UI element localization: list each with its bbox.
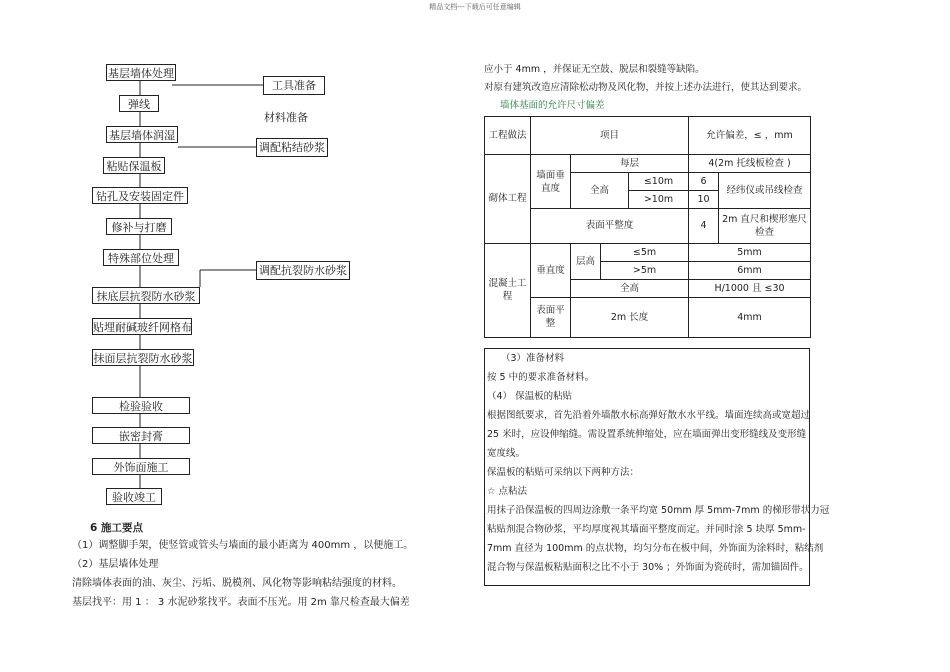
cell-per-floor: 每层 <box>571 155 689 173</box>
flow-step-13: 外饰面施工 <box>92 458 190 475</box>
cell-gt10: >10m <box>629 191 689 209</box>
flow-step-4: 粘贴保温板 <box>103 157 165 174</box>
left-line-1: （1）调整脚手架，使竖管或管头与墙面的最小距离为 400mm ，以便施工。 <box>72 540 414 551</box>
cell-len2m: 2m 长度 <box>571 297 689 337</box>
flow-step-5: 钻孔及安装固定件 <box>92 187 188 204</box>
cell-method2: 2m 直尺和楔形塞尺检查 <box>719 209 811 243</box>
box-line-12: 混合物与保温板粘贴面积之比不小于 30% ；外饰面为瓷砖时，需加锚固件。 <box>487 562 809 573</box>
th-project: 项目 <box>531 117 689 155</box>
box-line-3: （4） 保温板的粘贴 <box>487 391 573 402</box>
cell-le5: ≤5m <box>601 243 689 261</box>
left-line-4: 基层找平：用 1 ： 3 水泥砂浆找平。表面不压光。用 2m 靠尺检查最大偏差 <box>72 597 410 608</box>
flow-step-12: 嵌密封膏 <box>92 427 190 444</box>
cell-concrete: 混凝土工程 <box>485 243 531 337</box>
flow-step-3: 基层墙体润湿 <box>106 126 178 143</box>
flow-step-2: 弹线 <box>119 95 159 112</box>
box-line-10: 粘贴剂混合物砂浆，平均厚度视其墙面平整度而定。并同时涂 5 块厚 5mm- <box>487 524 806 535</box>
flow-step-10: 抹面层抗裂防水砂浆 <box>92 349 194 366</box>
table-title: 墙体基面的允许尺寸偏差 <box>500 100 605 111</box>
th-tolerance: 允许偏差，≤ ，mm <box>689 117 811 155</box>
box-line-6: 宽度线。 <box>487 448 526 459</box>
flow-step-11: 检验验收 <box>92 397 190 414</box>
flow-step-7: 特殊部位处理 <box>103 249 179 266</box>
flow-materials-prep: 材料准备 <box>264 111 308 124</box>
box-line-1: （3）准备材料 <box>501 353 565 364</box>
th-item: 工程做法 <box>485 117 531 155</box>
box-line-7: 保温板的粘贴可采纳以下两种方法： <box>487 467 640 478</box>
page-header: 精品文档---下载后可任意编辑 <box>429 3 521 11</box>
cell-gt10-val: 10 <box>689 191 719 209</box>
flow-step-14: 验收竣工 <box>106 488 162 505</box>
cell-masonry: 砌体工程 <box>485 155 531 243</box>
cell-per-floor-val: 4(2m 托线板检查 ) <box>689 155 811 173</box>
box-line-9: 用抹子沿保温板的四周边涂敷一条平均宽 50mm 厚 5mm-7mm 的梯形带状力冠 <box>487 505 830 516</box>
box-line-11: 7mm 直径为 100mm 的点状物，均匀分布在板中间，外饰面为涂料时，粘结剂 <box>487 543 824 554</box>
flow-step-8: 抹底层抗裂防水砂浆 <box>92 287 200 304</box>
cell-floor-height: 层高 <box>571 243 601 279</box>
cell-method1: 经纬仪或吊线检查 <box>719 173 811 209</box>
box-line-2: 按 5 中的要求准备材料。 <box>487 372 595 383</box>
cell-full-val: H/1000 且 ≤30 <box>689 279 811 297</box>
box-line-8: ☆ 点粘法 <box>487 486 528 497</box>
cell-gt5: >5m <box>601 261 689 279</box>
cell-full: 全高 <box>571 279 689 297</box>
left-line-2: （2）基层墙体处理 <box>72 559 159 570</box>
cell-gt5-val: 6mm <box>689 261 811 279</box>
right-line-1: 应小于 4mm ，并保证无空鼓、脱层和裂缝等缺陷。 <box>484 64 705 75</box>
cell-surface-flat-val: 4 <box>689 209 719 243</box>
cell-le5-val: 5mm <box>689 243 811 261</box>
flow-step-6: 修补与打磨 <box>106 218 172 235</box>
cell-wall-vert: 墙面垂直度 <box>531 155 571 209</box>
cell-vert: 垂直度 <box>531 243 571 297</box>
flow-step-1: 基层墙体处理 <box>106 64 176 81</box>
cell-surface-flat: 表面平整度 <box>531 209 689 243</box>
box-line-4: 根据图纸要求，首先沿着外墙散水标高弹好散水水平线。墙面连续高或宽超过 <box>487 410 811 421</box>
flow-step-9: 贴埋耐碱玻纤网格布 <box>92 318 192 335</box>
box-line-5: 25 米时，应设伸缩缝。需设置系统伸缩处，应在墙面弹出变形缝线及变形缝 <box>487 429 807 440</box>
tolerance-table <box>484 116 811 338</box>
right-line-2: 对原有建筑改造应清除松动物及风化物，并按上述办法进行，使其达到要求。 <box>484 82 808 93</box>
section-title-construction: 6 施工要点 <box>90 522 143 534</box>
cell-le10-val: 6 <box>689 173 719 191</box>
cell-len2m-val: 4mm <box>689 297 811 337</box>
bonding-method-box <box>484 348 830 586</box>
cell-le10: ≤10m <box>629 173 689 191</box>
flow-tools-prep: 工具准备 <box>263 76 325 95</box>
cell-full-height: 全高 <box>571 173 629 209</box>
flow-mortar-crack: 调配抗裂防水砂浆 <box>256 261 350 280</box>
left-line-3: 清除墙体表面的油、灰尘、污垢、脱模剂、风化物等影响粘结强度的材料。 <box>72 578 402 589</box>
cell-surface: 表面平整 <box>531 297 571 337</box>
flow-mortar-bond: 调配粘结砂浆 <box>256 138 328 157</box>
